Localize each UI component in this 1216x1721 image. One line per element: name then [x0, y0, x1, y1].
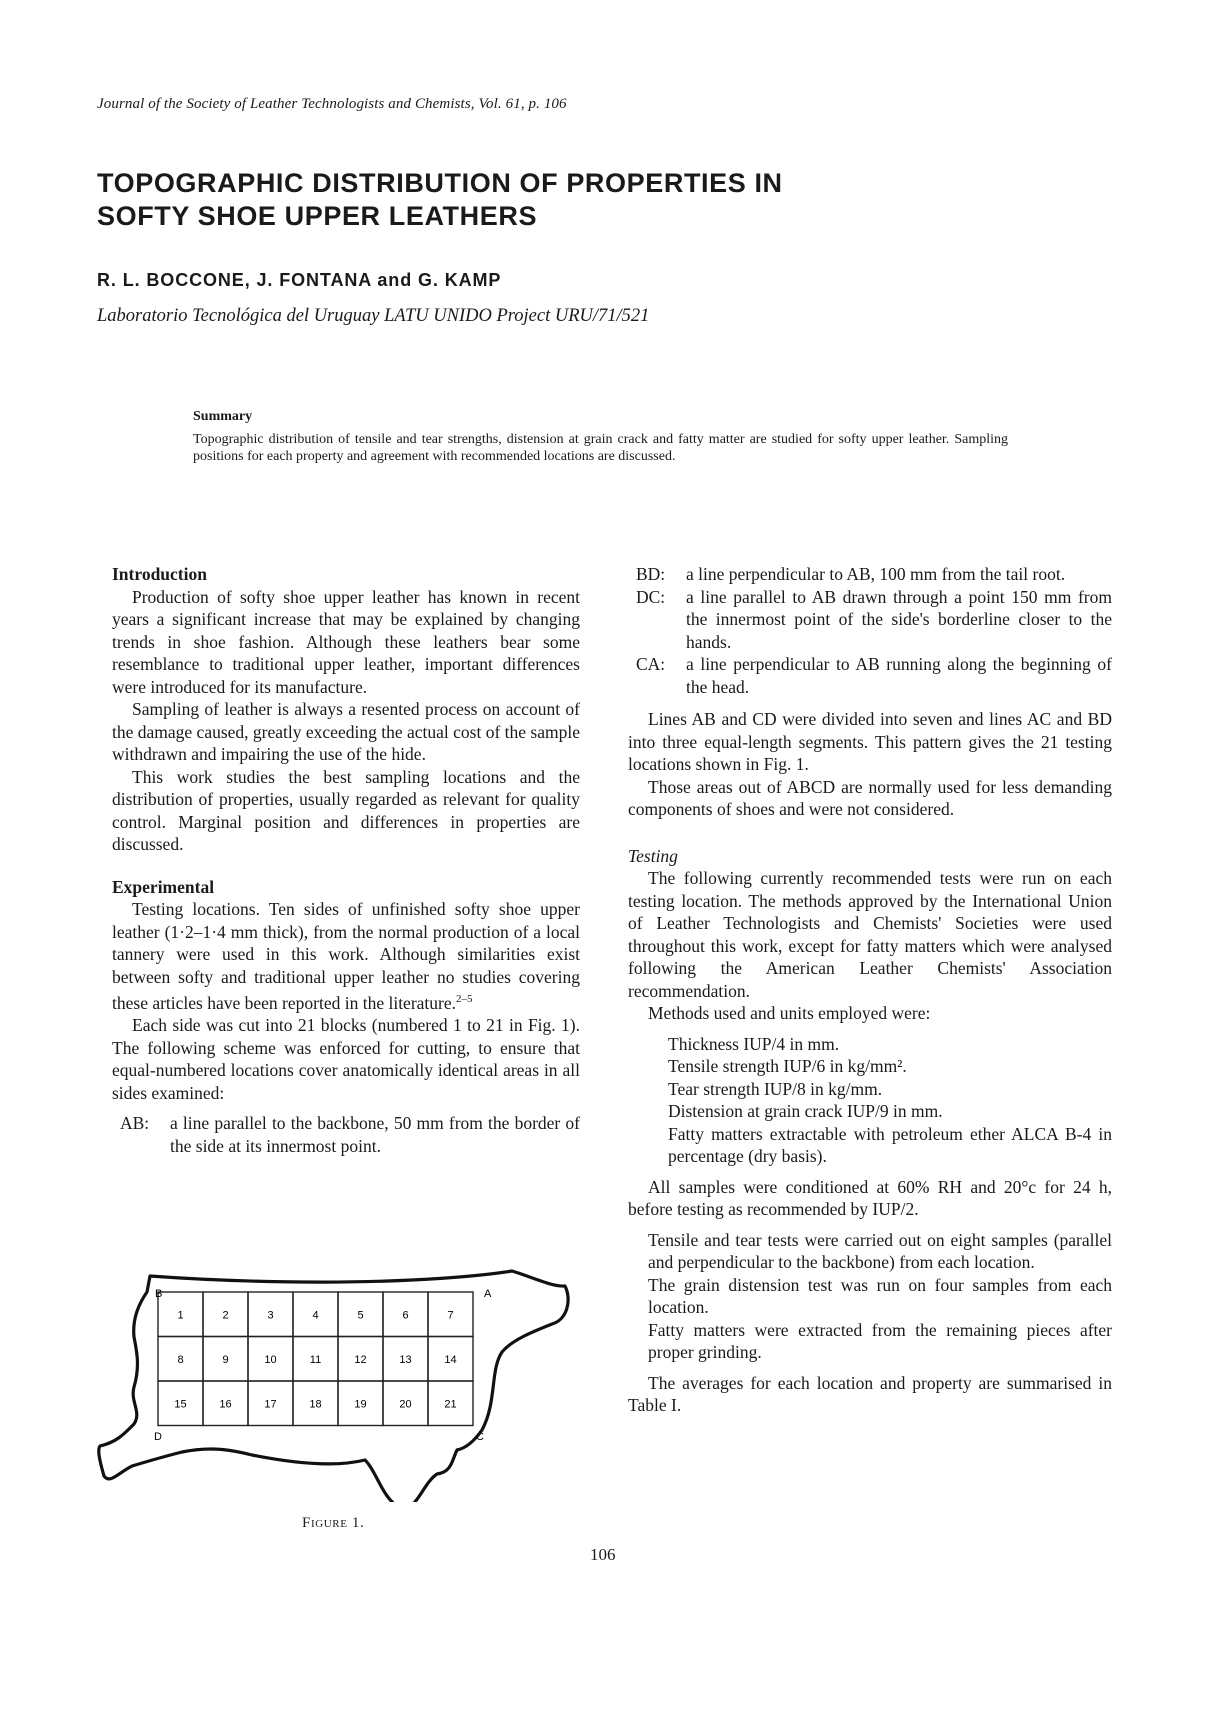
summary-heading: Summary	[193, 409, 253, 424]
grid-cell-label: 18	[309, 1398, 322, 1411]
method-item: Thickness IUP/4 in mm.	[668, 1033, 840, 1054]
journal-header: Journal of the Society of Leather Technologists and Chemists, Vol. 61, p. 106	[97, 96, 567, 112]
testing-note: Fatty matters were extracted from the remaining pieces after proper grinding.	[648, 1319, 1112, 1362]
figure-caption: Figure 1.	[302, 1515, 365, 1531]
testing-heading: Testing	[628, 845, 678, 866]
figure-1-diagram	[92, 1262, 592, 1502]
grid-cell-label: 13	[399, 1353, 412, 1366]
method-item: Distension at grain crack IUP/9 in mm.	[668, 1101, 943, 1121]
definition-bd	[628, 563, 1112, 586]
experimental-heading: Experimental	[112, 876, 215, 897]
grid-cell-label: 5	[357, 1309, 364, 1322]
testing-paragraph: The following currently recommended tests were run on each testing location. The methods approved by the International Union of Leather Technologists and Chemists' Societies were used throughout this work, except for fatty matters which were analysed following the American Leather Chemists' Association recommendation.	[628, 868, 1112, 1001]
grid-cell-label: 14	[444, 1353, 457, 1366]
experimental-paragraph	[112, 898, 580, 1014]
left-column	[112, 563, 580, 1157]
definition-dc	[628, 586, 1112, 654]
testing-note: Tensile and tear tests were carried out on eight samples (parallel and perpendicular to the backbone) from each location.	[648, 1229, 1112, 1272]
definition-text: a line parallel to AB drawn through a point 150 mm from the innermost point of the side's borderline closer to the hands.	[686, 586, 1112, 652]
experimental-paragraph: Those areas out of ABCD are normally used for less demanding components of shoes and were not considered.	[628, 776, 1112, 819]
corner-label-d: D	[154, 1431, 162, 1443]
method-item: Fatty matters extractable with petroleum ether ALCA B-4 in percentage (dry basis).	[668, 1123, 1112, 1166]
definition-key: CA:	[636, 654, 666, 674]
definition-ab	[112, 1112, 580, 1157]
definition-text: a line perpendicular to AB running along the beginning of the head.	[686, 654, 1112, 697]
summary-text: Topographic distribution of tensile and tear strengths, distension at grain crack and fatty matter are studied for softy upper leather. Sampling positions for each property and agreement with recommended locations are discussed.	[193, 432, 1008, 464]
grid-cell-label: 20	[399, 1398, 412, 1411]
definition-text: a line parallel to the backbone, 50 mm from the border of the side at its innermost point.	[170, 1113, 580, 1156]
definition-ca	[628, 653, 1112, 698]
corner-label-b: B	[155, 1288, 163, 1300]
introduction-heading: Introduction	[112, 564, 207, 584]
grid-cell-label: 21	[444, 1398, 457, 1411]
grid-cell-label: 10	[264, 1353, 277, 1366]
grid-cell-label: 9	[222, 1353, 229, 1366]
authors: R. L. BOCCONE, J. FONTANA and G. KAMP	[97, 270, 502, 290]
grid-cell-label: 17	[264, 1398, 277, 1411]
affiliation: Laboratorio Tecnológica del Uruguay LATU UNIDO Project URU/71/521	[97, 306, 650, 326]
right-column	[628, 563, 1112, 1417]
experimental-paragraph: Each side was cut into 21 blocks (numbered 1 to 21 in Fig. 1). The following scheme was enforced for cutting, to ensure that equal-numbered locations cover anatomically identical areas in all sides examined:	[112, 1015, 580, 1103]
title-line-1: TOPOGRAPHIC DISTRIBUTION OF PROPERTIES IN	[97, 168, 783, 198]
page-number: 106	[590, 1545, 616, 1564]
grid-cell-label: 2	[222, 1309, 229, 1322]
methods-list	[668, 1033, 1112, 1168]
grid-cell-label: 8	[177, 1353, 184, 1366]
title-line-2: SOFTY SHOE UPPER LEATHERS	[97, 201, 538, 231]
grid-cell-label: 12	[354, 1353, 367, 1366]
testing-paragraph: The averages for each location and property are summarised in Table I.	[628, 1372, 1112, 1415]
testing-paragraph: All samples were conditioned at 60% RH and 20°c for 24 h, before testing as recommended by IUP/2.	[628, 1176, 1112, 1219]
hide-outline	[99, 1271, 568, 1502]
intro-paragraph: This work studies the best sampling locations and the distribution of properties, usually regarded as relevant for quality control. Marginal position and differences in properties are discussed.	[112, 766, 580, 854]
corner-label-a: A	[484, 1288, 492, 1300]
definition-key: AB:	[120, 1113, 150, 1134]
testing-notes	[648, 1229, 1112, 1364]
article-title	[97, 167, 783, 233]
grid-cell-label: 3	[267, 1309, 274, 1322]
grid-cell-label: 11	[309, 1353, 322, 1366]
definition-text: a line perpendicular to AB, 100 mm from the tail root.	[686, 564, 1066, 584]
testing-grid	[158, 1292, 473, 1426]
testing-paragraph: Methods used and units employed were:	[648, 1003, 931, 1023]
definition-key: DC:	[636, 586, 666, 607]
summary-section	[193, 408, 1008, 465]
grid-cell-label: 19	[354, 1398, 367, 1411]
grid-cell-label: 15	[174, 1398, 187, 1411]
definition-key: BD:	[636, 564, 666, 584]
grid-cell-label: 16	[219, 1398, 232, 1411]
corner-label-c: C	[476, 1431, 484, 1443]
intro-paragraph: Production of softy shoe upper leather has known in recent years a significant increase that may be explained by changing trends in shoe fashion. Although these leathers bear some resemblance to traditional upper leather, important differences were introduced for its manufacture.	[112, 586, 580, 697]
grid-cell-label: 4	[312, 1309, 319, 1322]
method-item: Tear strength IUP/8 in kg/mm.	[668, 1078, 883, 1099]
intro-paragraph: Sampling of leather is always a resented process on account of the damage caused, greatly exceeding the actual cost of the sample withdrawn and impairing the use of the hide.	[112, 699, 580, 764]
experimental-paragraph: Lines AB and CD were divided into seven and lines AC and BD into three equal-length segments. This pattern gives the 21 testing locations shown in Fig. 1.	[628, 709, 1112, 774]
testing-note: The grain distension test was run on four samples from each location.	[648, 1274, 1112, 1317]
grid-cell-label: 7	[447, 1309, 454, 1322]
grid-cell-label: 1	[177, 1309, 184, 1322]
grid-cell-label: 6	[402, 1309, 409, 1322]
method-item: Tensile strength IUP/6 in kg/mm².	[668, 1056, 907, 1076]
reference-superscript: 2–5	[456, 993, 473, 1005]
experimental-paragraph-text: Testing locations. Ten sides of unfinished softy shoe upper leather (1·2–1·4 mm thick), from the normal production of a local tannery were used in this work. Although similarities exist between softy and traditional upper leather no studies covering these articles have been reported in the literature.	[112, 899, 580, 1013]
